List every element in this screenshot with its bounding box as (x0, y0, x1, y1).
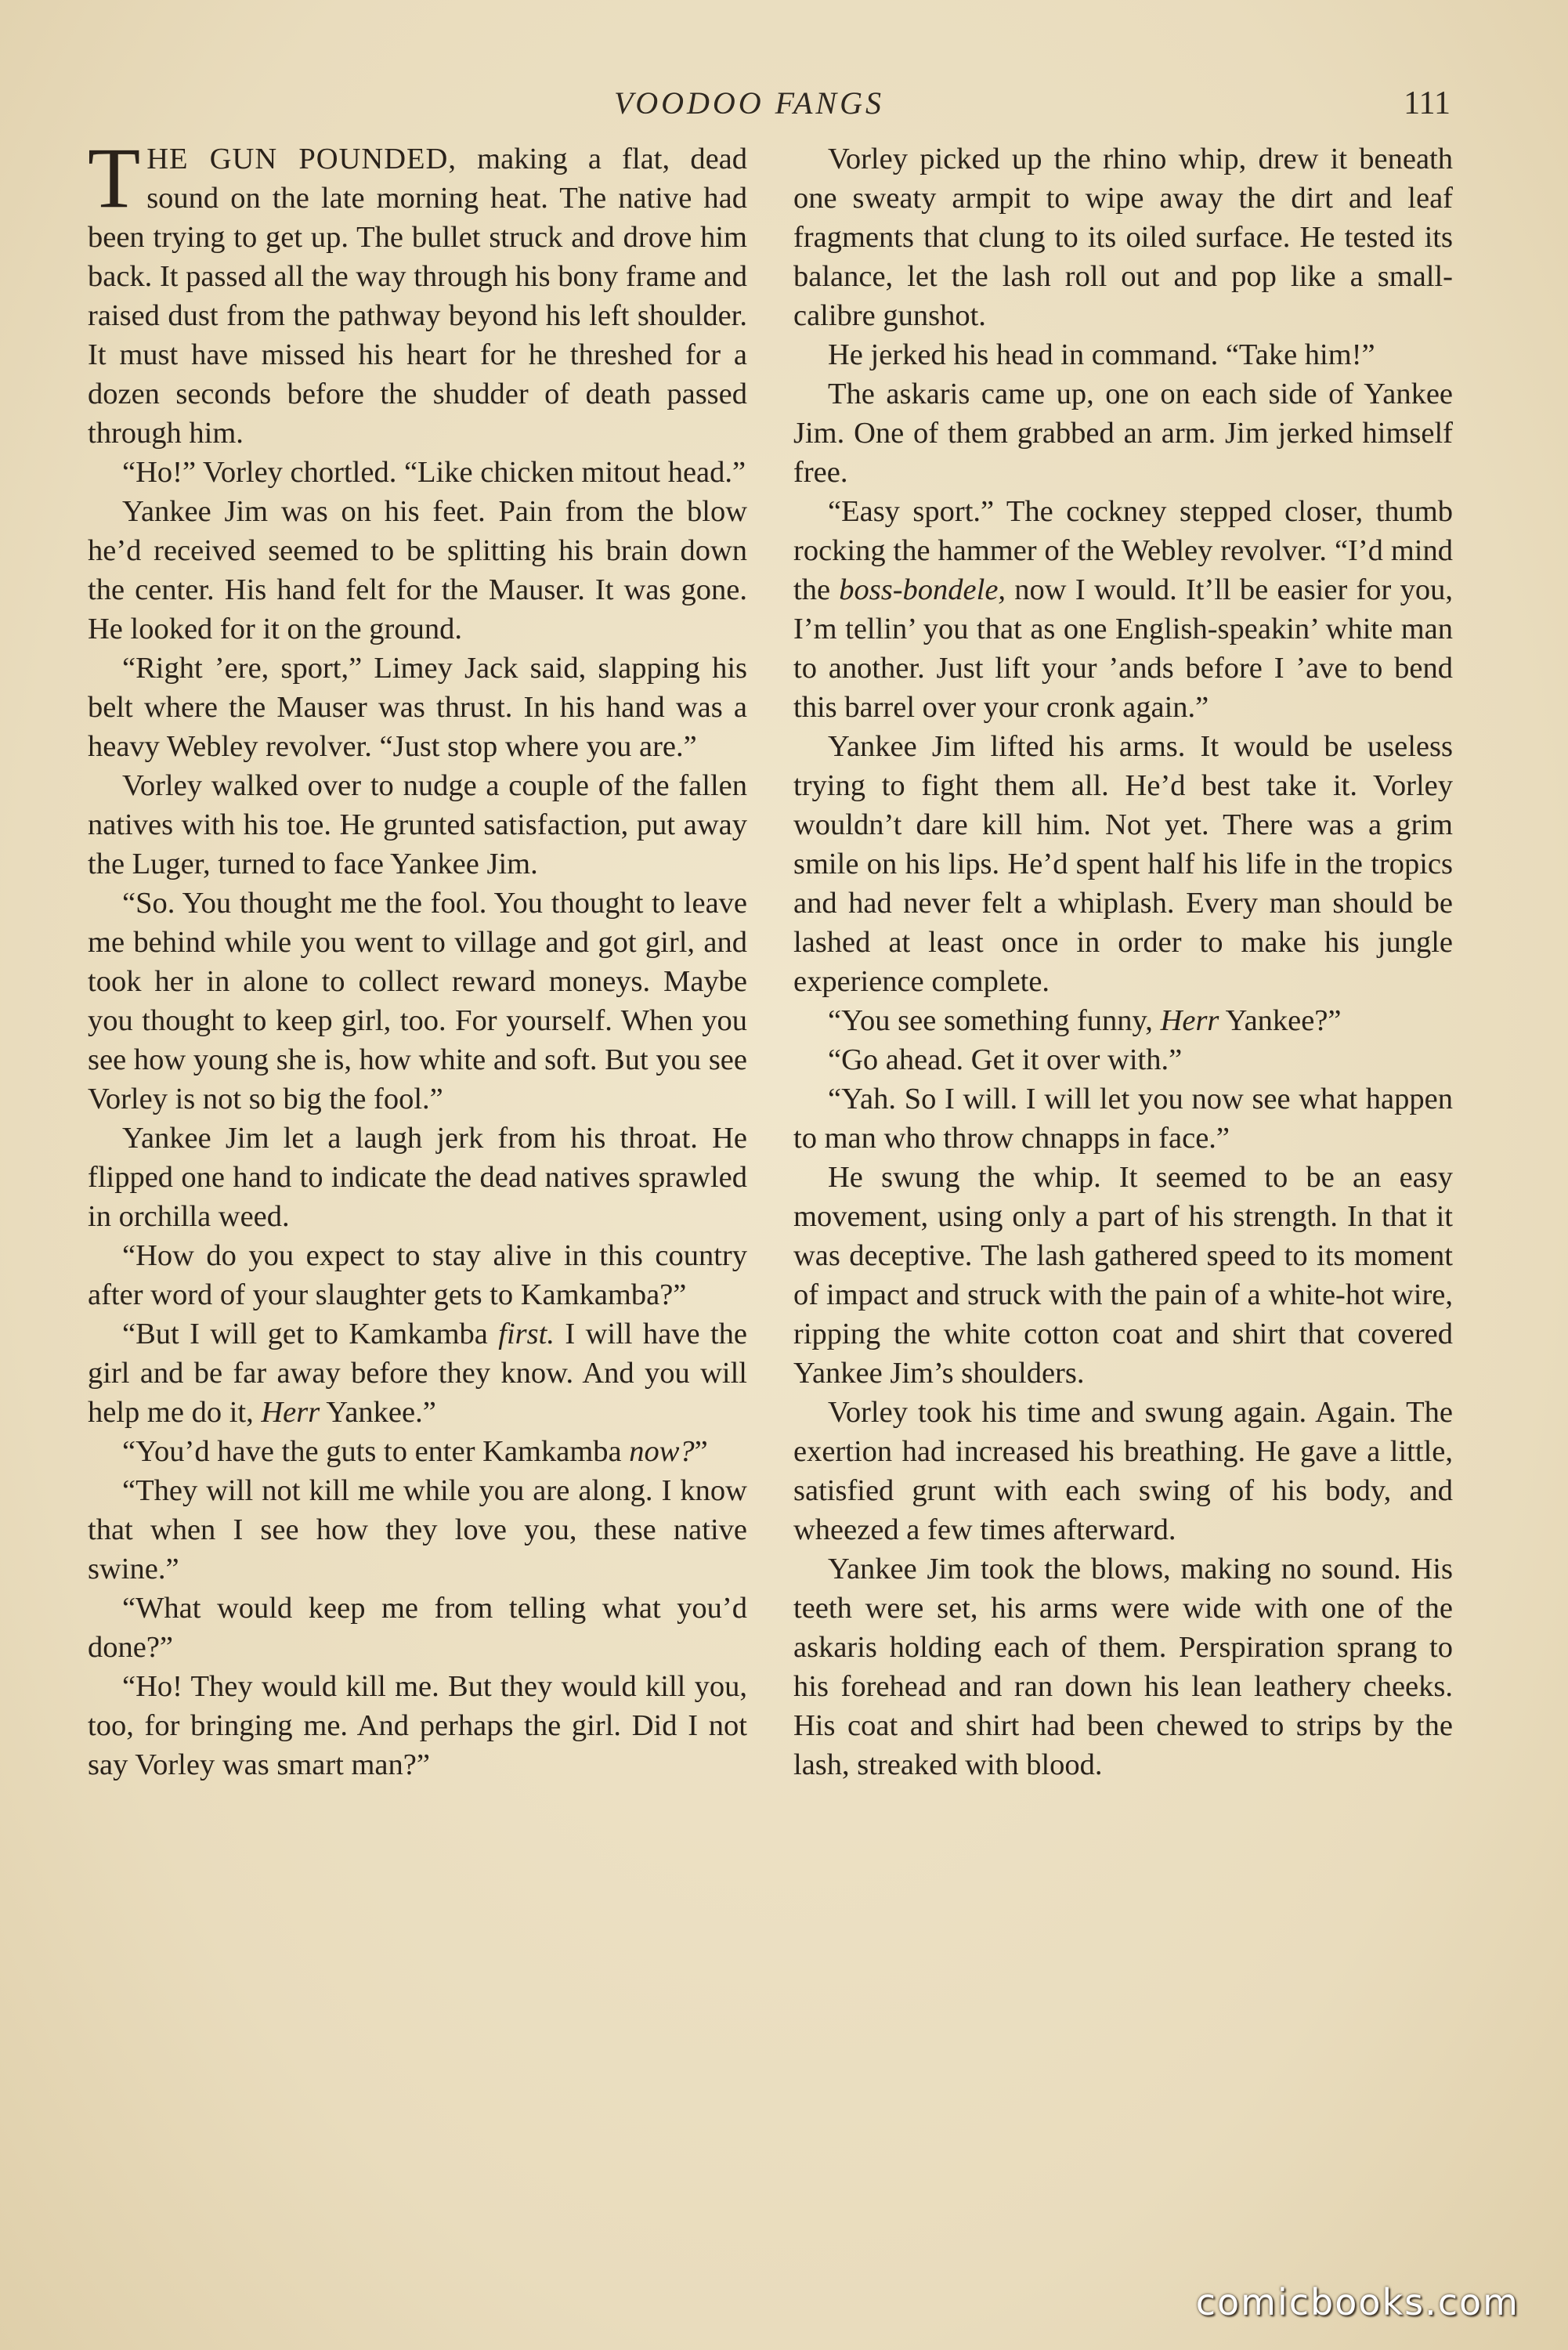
paragraph (793, 1001, 1453, 1040)
paragraph-text: “Easy sport.” The cockney stepped closer, thumb rocking the hammer of the Webley revolver. “I’d mind the (793, 495, 1453, 606)
paragraph: “Ho!” Vorley chortled. “Like chicken mitout head.” (122, 456, 746, 489)
paragraph (88, 130, 747, 453)
opening-caps: HE GUN POUNDED, (146, 143, 457, 175)
paragraph-text: “But I will get to Kamkamba (122, 1318, 499, 1350)
paragraph: “What would keep me from telling what you’d done?” (88, 1592, 747, 1664)
paragraph-text: making a flat, dead sound on the late morning heat. The native had been trying to get up. The bullet struck and drove him back. It passed all the way through his bony frame and raised dust from the pathway beyond his left shoulder. It must have missed his heart for he threshed for a dozen seconds before the shudder of death passed through him. (88, 143, 747, 450)
paragraph: The askaris came up, one on each side of Yankee Jim. One of them grabbed an arm. Jim jerked himself free. (793, 378, 1453, 489)
paragraph: “Yah. So I will. I will let you now see what happen to man who throw chnapps in face.” (793, 1083, 1453, 1155)
italic-text: first. (498, 1318, 555, 1350)
right-column (793, 139, 1453, 1784)
paragraph: “How do you expect to stay alive in this country after word of your slaughter gets to Kamkamba?” (88, 1239, 747, 1311)
paragraph-text: ” (694, 1435, 708, 1468)
running-title: VOODOO FANGS (614, 85, 884, 121)
paragraph: Yankee Jim took the blows, making no sound. His teeth were set, his arms were wide with one of the askaris holding each of them. Perspiration sprang to his forehead and ran down his lean leathery cheeks. His coat and shirt had been chewed to strips by the lash, streaked with blood. (793, 1553, 1453, 1781)
paragraph (88, 1432, 747, 1471)
paragraph-text: now I would. It’ll be easier for you, I’m tellin’ you that as one English-speakin’ white man to another. Just lift your ’ands before I ’ave to bend this barrel over your cronk again.” (793, 573, 1453, 724)
italic-text: Herr (1160, 1004, 1219, 1037)
paragraph: Yankee Jim was on his feet. Pain from the blow he’d received seemed to be splitting his brain down the center. His hand felt for the Mauser. It was gone. He looked for it on the ground. (88, 495, 747, 645)
page-number: 111 (1404, 85, 1451, 121)
paragraph: “Go ahead. Get it over with.” (828, 1043, 1183, 1076)
paragraph: He swung the whip. It seemed to be an easy movement, using only a part of his strength. In that it was deceptive. The lash gathered speed to its moment of impact and struck with the pain of a white-hot wire, ripping the white cotton coat and shirt that covered Yankee Jim’s shoulders. (793, 1161, 1453, 1390)
paragraph (88, 1314, 747, 1432)
paragraph: Vorley took his time and swung again. Again. The exertion had increased his breathing. He gave a little, satisfied grunt with each swing of his body, and wheezed a few times afterward. (793, 1396, 1453, 1546)
paragraph: Yankee Jim lifted his arms. It would be useless trying to fight them all. He’d best take it. Vorley wouldn’t dare kill him. Not yet. There was a grim smile on his lips. He’d spent half his life in the tropics and had never felt a whiplash. Every man should be lashed at least once in order to make his jungle experience complete. (793, 730, 1453, 998)
drop-cap: T (88, 130, 141, 226)
paragraph: “Right ’ere, sport,” Limey Jack said, slapping his belt where the Mauser was thrust. In his hand was a heavy Webley revolver. “Just stop where you are.” (88, 652, 747, 763)
italic-text: now? (629, 1435, 695, 1468)
paragraph (793, 492, 1453, 727)
watermark: comicbooks.com (1195, 2281, 1519, 2323)
paragraph: Yankee Jim let a laugh jerk from his throat. He flipped one hand to indicate the dead natives sprawled in orchilla weed. (88, 1122, 747, 1233)
paragraph: He jerked his head in command. “Take him!” (828, 338, 1375, 371)
paragraph: Vorley walked over to nudge a couple of the fallen natives with his toe. He grunted satisfaction, put away the Luger, turned to face Yankee Jim. (88, 769, 747, 880)
italic-text: boss-bondele, (839, 573, 1006, 606)
paragraph: “They will not kill me while you are along. I know that when I see how they love you, these native swine.” (88, 1474, 747, 1585)
paragraph: Vorley picked up the rhino whip, drew it beneath one sweaty armpit to wipe away the dirt and leaf fragments that clung to its oiled surface. He tested its balance, let the lash roll out and pop like a smallcalibre gunshot. (793, 143, 1453, 332)
paragraph: “Ho! They would kill me. But they would kill you, too, for bringing me. And perhaps the girl. Did I not say Vorley was smart man?” (88, 1670, 747, 1781)
paragraph-text: “You see something funny, (828, 1004, 1161, 1037)
paragraph-text: “You’d have the guts to enter Kamkamba (122, 1435, 630, 1468)
paragraph-text: Yankee.” (320, 1396, 436, 1429)
italic-text: Herr (261, 1396, 320, 1429)
left-column (88, 130, 747, 1784)
paragraph-text: Yankee?” (1219, 1004, 1342, 1037)
page-header (0, 85, 1568, 132)
paragraph: “So. You thought me the fool. You thought to leave me behind while you went to village and got girl, and took her in alone to collect reward moneys. Maybe you thought to keep girl, too. For yourself. When you see how young she is, how white and soft. But you see Vorley is not so big the fool.” (88, 887, 747, 1115)
paragraph-text: I will have the girl and be far away before they know. And you will help me do it, (88, 1318, 747, 1429)
